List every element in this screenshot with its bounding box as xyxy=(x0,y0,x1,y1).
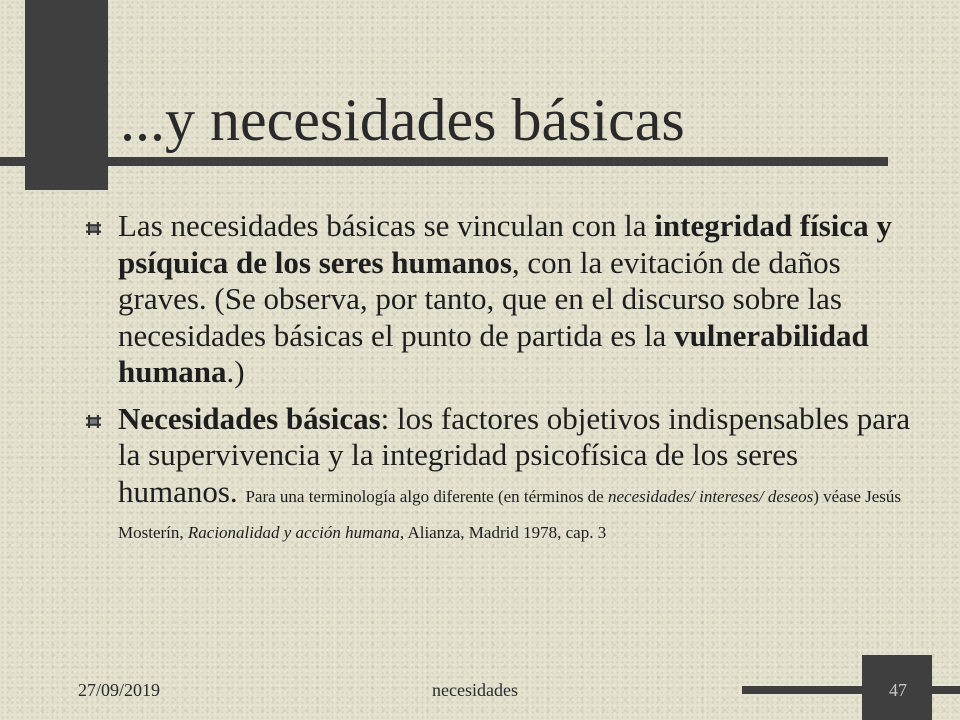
bullet-square-icon xyxy=(86,221,101,236)
bullet1-bold-a: integridad física y psíquica de los seres humanos xyxy=(118,208,892,280)
bullet2-bold-a: Necesidades básicas xyxy=(118,400,381,436)
bullet1-text-b: , con la evitación de daños graves. (Se observa, por tanto, que en el discurso sobre las necesidades básicas el punto de partida es la xyxy=(118,244,842,353)
bullet1-text-a: Las necesidades básicas se vinculan con la xyxy=(118,208,655,243)
bullet2-text-a: : los factores objetivos indispensables para la supervivencia y la integridad psicofísica de los seres humanos. xyxy=(118,400,911,509)
note-text-b: ) véase Jesús Mosterín, xyxy=(118,486,902,542)
footer-date: 27/09/2019 xyxy=(78,680,161,700)
footer-title: necesidades xyxy=(432,680,518,700)
bullet-item-2 xyxy=(86,401,916,547)
bullet-text-1 xyxy=(118,208,916,391)
note-italic-b: Racionalidad y acción humana xyxy=(187,523,400,542)
bullet1-bold-b: vulnerabilidad humana xyxy=(118,317,869,389)
bullet1-text-c: .) xyxy=(226,354,245,389)
title-rule xyxy=(0,157,888,166)
bullet-square-icon xyxy=(86,414,101,429)
bullet-text-2 xyxy=(118,401,916,547)
bullet-item-1 xyxy=(86,208,916,391)
bullet-list xyxy=(86,208,916,547)
slide-title: ...y necesidades básicas xyxy=(120,87,685,153)
note-text-a: Para una terminología algo diferente (en términos de xyxy=(245,486,608,506)
note-italic-a: necesidades/ intereses/ deseos xyxy=(607,486,814,506)
page-number: 47 xyxy=(889,680,907,700)
note-text-c: , Alianza, Madrid 1978, cap. 3 xyxy=(399,523,607,542)
